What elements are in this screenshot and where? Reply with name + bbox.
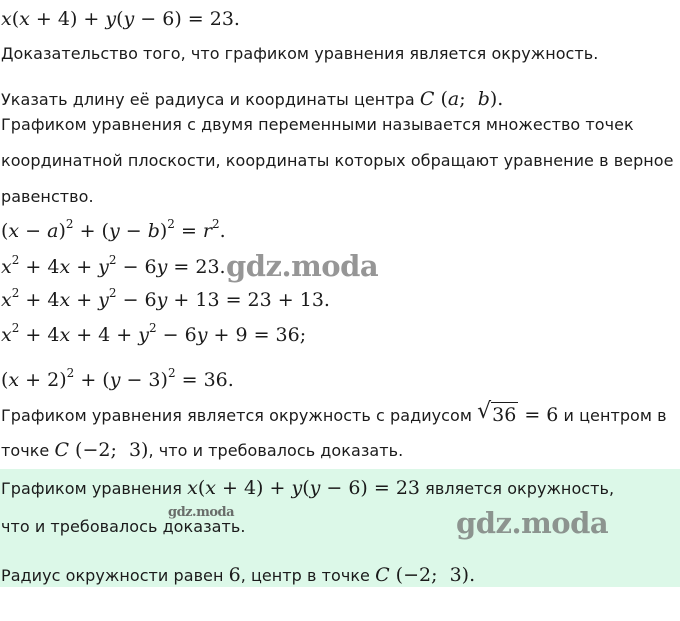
center-coordinates: C (−2; 3) bbox=[54, 439, 149, 461]
step-3-equation: $x^2 + 4x + 4 + y^2 - 6y + 9 = 36$; bbox=[1, 321, 307, 346]
radius-expression bbox=[477, 399, 559, 426]
answer-equation: x(x + 4) + y(y − 6) = 23 bbox=[187, 477, 421, 499]
sqrt-symbol: √ 36 bbox=[477, 399, 517, 426]
conclusion-line-2 bbox=[1, 441, 403, 460]
problem-statement-1: Доказательство того, что графиком уравнения является окружность. bbox=[1, 44, 599, 63]
circle-general-equation: $(x - a)^2 + (y - b)^2 = r^2$. bbox=[1, 217, 226, 242]
conclusion-text-2: и центром в bbox=[558, 406, 667, 425]
answer-line-2: что и требовалось доказать. bbox=[1, 517, 246, 536]
answer-text-4: , центр в точке bbox=[240, 566, 376, 585]
answer-text-2: является окружность, bbox=[420, 479, 615, 498]
center-notation: C (a; b). bbox=[419, 88, 504, 110]
step-4-equation: $(x + 2)^2 + (y - 3)^2 = 36$. bbox=[1, 366, 234, 391]
definition-line-2: координатной плоскости, координаты которых обращают уравнение в верное bbox=[1, 151, 674, 170]
watermark-main: gdz.moda bbox=[226, 249, 379, 283]
answer-line-3 bbox=[1, 566, 475, 585]
conclusion-text-3: точке bbox=[1, 441, 55, 460]
definition-line-3: равенство. bbox=[1, 187, 94, 206]
sqrt-radicand: 36 bbox=[492, 404, 517, 426]
definition-line-1: Графиком уравнения с двумя переменными называется множество точек bbox=[1, 115, 634, 134]
conclusion-line-1 bbox=[1, 399, 667, 426]
step-1-equation: $x^2 + 4x + y^2 - 6y = 23$. bbox=[1, 253, 226, 278]
conclusion-text-4: , что и требовалось доказать. bbox=[148, 441, 404, 460]
watermark-answer-small: gdz.moda bbox=[168, 505, 235, 520]
answer-text-3: Радиус окружности равен bbox=[1, 566, 229, 585]
answer-text-1: Графиком уравнения bbox=[1, 479, 188, 498]
answer-radius: 6 bbox=[228, 564, 241, 586]
answer-line-1 bbox=[1, 479, 614, 498]
watermark-answer-large: gdz.moda bbox=[456, 506, 609, 540]
step-2-equation: $x^2 + 4x + y^2 - 6y + 13 = 23 + 13$. bbox=[1, 286, 330, 311]
problem-statement-2 bbox=[1, 90, 503, 109]
problem-equation: x(x + 4) + y(y − 6) = 23. bbox=[1, 8, 240, 30]
answer-center: C (−2; 3). bbox=[375, 564, 476, 586]
problem-statement-2-text: Указать длину её радиуса и координаты центра bbox=[1, 90, 420, 109]
conclusion-text-1: Графиком уравнения является окружность с радиусом bbox=[1, 406, 478, 425]
radius-value: = 6 bbox=[518, 404, 559, 426]
